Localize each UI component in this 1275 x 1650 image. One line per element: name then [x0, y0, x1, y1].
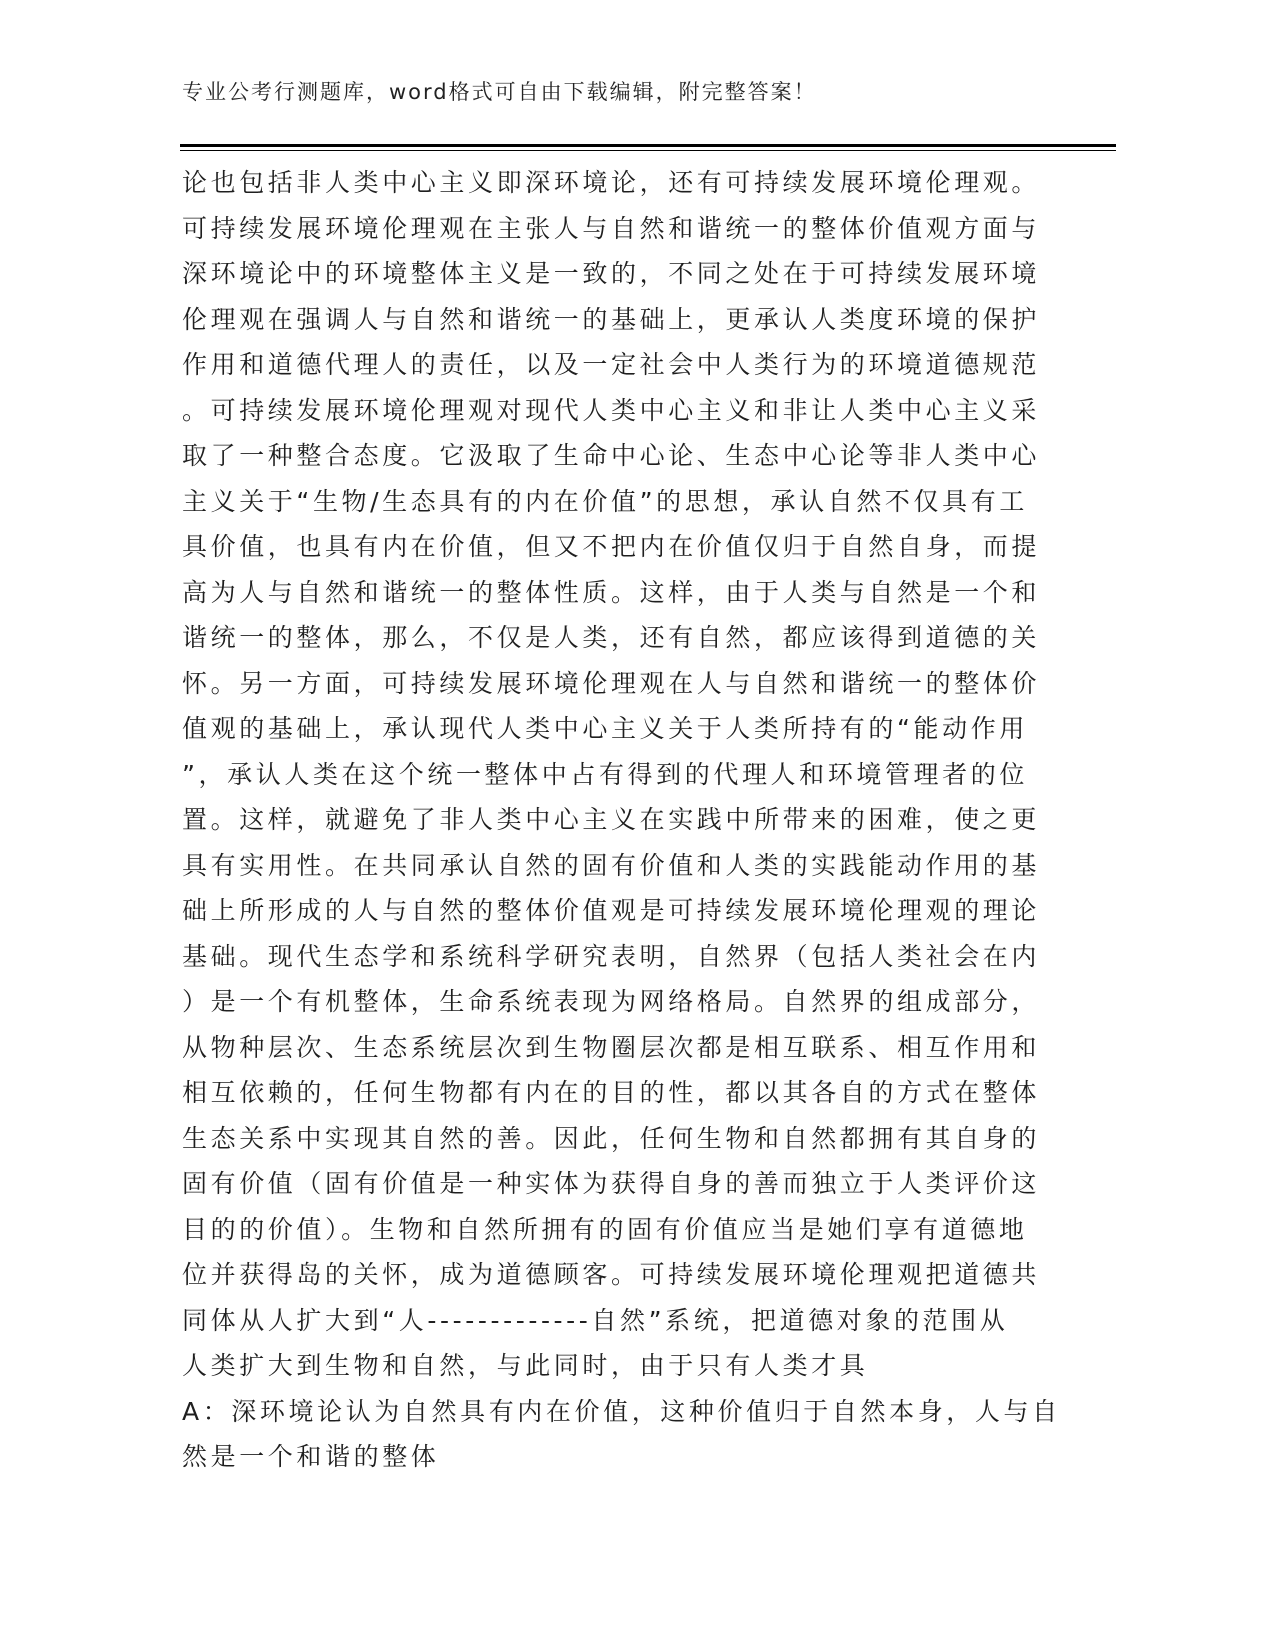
body-line: 论也包括非人类中心主义即深环境论，还有可持续发展环境伦理观。 [182, 168, 1041, 197]
body-line: 目的的价值）。生物和自然所拥有的固有价值应当是她们享有道德地 [182, 1214, 1028, 1244]
body-line: 主义关于“生物/生态具有的内在价值”的思想，承认自然不仅具有工 [182, 486, 1028, 516]
body-line: 位并获得岛的关怀，成为道德顾客。可持续发展环境伦理观把道德共 [182, 1260, 1041, 1289]
header-rule-thick [180, 144, 1116, 147]
page-header: 专业公考行测题库，word格式可自由下载编辑，附完整答案！ [182, 80, 817, 104]
body-line: 从物种层次、生态系统层次到生物圈层次都是相互联系、相互作用和 [182, 1032, 1041, 1062]
answer-option-a: A：深环境论认为自然具有内在价值，这种价值归于自然本身，人与自 [182, 1396, 1061, 1426]
body-line: 深环境论中的环境整体主义是一致的，不同之处在于可持续发展环境 [182, 259, 1041, 288]
body-line: 值观的基础上，承认现代人类中心主义关于人类所持有的“能动作用 [182, 714, 1028, 743]
body-line: 作用和道德代理人的责任，以及一定社会中人类行为的环境道德规范 [182, 350, 1041, 379]
document-body [182, 160, 1062, 1480]
body-line: 取了一种整合态度。它汲取了生命中心论、生态中心论等非人类中心 [182, 441, 1041, 470]
body-line: 基础。现代生态学和系统科学研究表明，自然界（包括人类社会在内 [182, 941, 1041, 971]
body-line: 人类扩大到生物和自然，与此同时，由于只有人类才具 [182, 1351, 869, 1380]
body-line: 具价值，也具有内在价值，但又不把内在价值仅归于自然自身，而提 [182, 532, 1041, 561]
body-line: 具有实用性。在共同承认自然的固有价值和人类的实践能动作用的基 [182, 850, 1041, 880]
body-line: 。可持续发展环境伦理观对现代人类中心主义和非让人类中心主义采 [182, 395, 1041, 425]
body-line: 怀。另一方面，可持续发展环境伦理观在人与自然和谐统一的整体价 [182, 668, 1041, 698]
header-rule-thin [180, 150, 1116, 151]
body-line: 固有价值（固有价值是一种实体为获得自身的善而独立于人类评价这 [182, 1169, 1041, 1198]
body-line: 高为人与自然和谐统一的整体性质。这样，由于人类与自然是一个和 [182, 577, 1041, 607]
body-line: 谐统一的整体，那么，不仅是人类，还有自然，都应该得到道德的关 [182, 623, 1041, 652]
answer-option-a: 然是一个和谐的整体 [182, 1442, 440, 1471]
body-line: 础上所形成的人与自然的整体价值观是可持续发展环境伦理观的理论 [182, 896, 1041, 925]
body-line: ”，承认人类在这个统一整体中占有得到的代理人和环境管理者的位 [182, 759, 1028, 789]
body-line: 伦理观在强调人与自然和谐统一的基础上，更承认人类度环境的保护 [182, 304, 1041, 334]
body-line: 同体从人扩大到“人-------------自然”系统，把道德对象的范围从 [182, 1305, 1009, 1335]
body-line: ）是一个有机整体，生命系统表现为网络格局。自然界的组成部分， [182, 987, 1041, 1016]
body-line: 可持续发展环境伦理观在主张人与自然和谐统一的整体价值观方面与 [182, 213, 1041, 243]
body-line: 置。这样，就避免了非人类中心主义在实践中所带来的困难，使之更 [182, 805, 1041, 834]
body-line: 相互依赖的，任何生物都有内在的目的性，都以其各自的方式在整体 [182, 1078, 1041, 1107]
body-line: 生态关系中实现其自然的善。因此，任何生物和自然都拥有其自身的 [182, 1123, 1041, 1153]
